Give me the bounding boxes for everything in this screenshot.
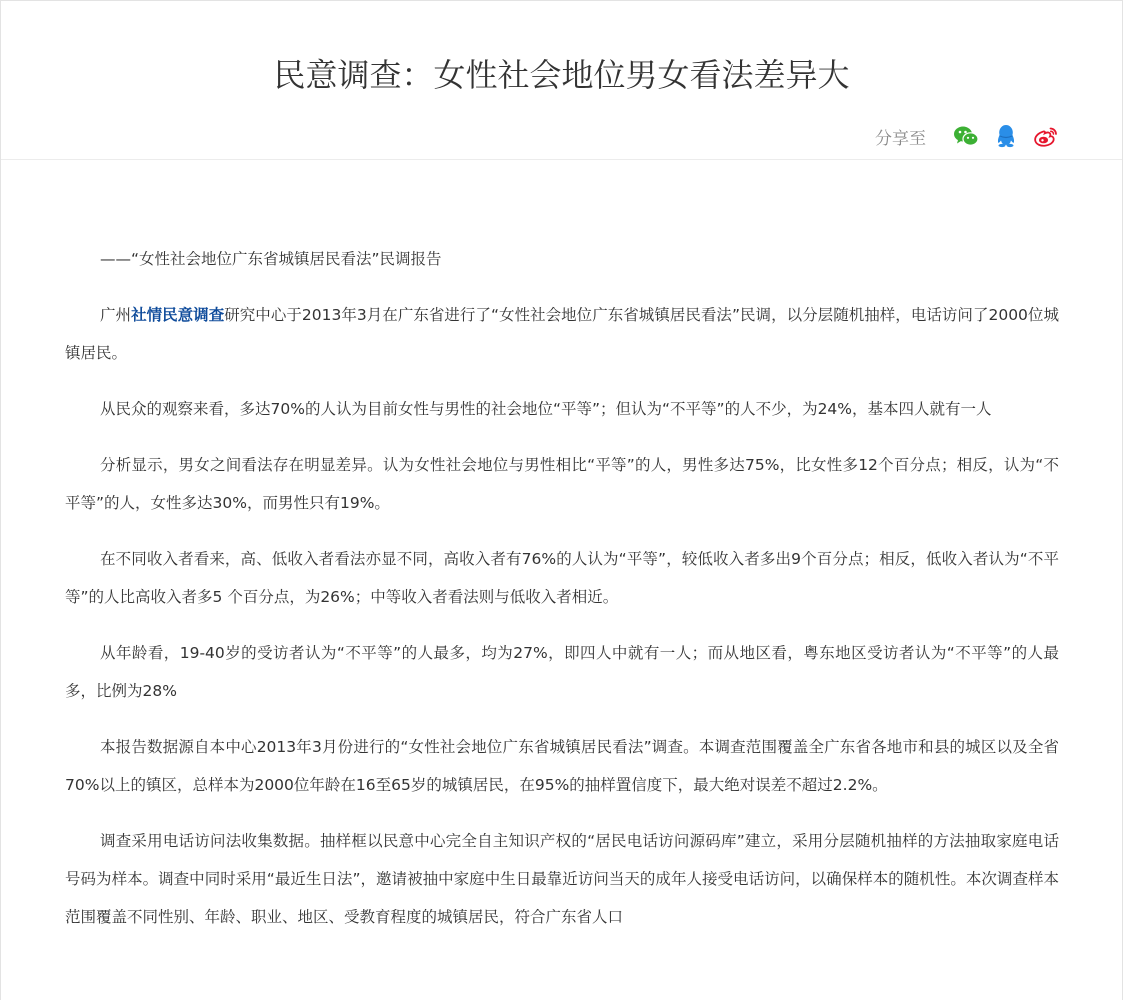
article-paragraph: 从年龄看，19-40岁的受访者认为“不平等”的人最多，均为27%，即四人中就有一人；而从地区看，粤东地区受访者认为“不平等”的人最多，比例为28% <box>65 644 1059 700</box>
share-bar <box>875 121 1060 151</box>
article-paragraph: 调查采用电话访问法收集数据。抽样框以民意中心完全自主知识产权的“居民电话访问源码库”建立，采用分层随机抽样的方法抽取家庭电话号码为样本。调查中同时采用“最近生日法”，邀请被抽中家庭中生日最靠近访问当天的成年人接受电话访问，以确保样本的随机性。本次调查样本范围覆盖不同性别、年龄、职业、地区、受教育程度的城镇居民，符合广东省人口 <box>65 832 1059 926</box>
article-paragraph: 从民众的观察来看，多达70%的人认为目前女性与男性的社会地位“平等”；但认为“不平等”的人不少，为24%，基本四人就有一人 <box>100 400 992 418</box>
article-paragraph: 在不同收入者看来，高、低收入者看法亦显不同，高收入者有76%的人认为“平等”，较低收入者多出9个百分点；相反，低收入者认为“不平等”的人比高收入者多5 个百分点，为26%；中等收入者看法则与低收入者相近。 <box>65 550 1059 606</box>
share-label: 分享至 <box>875 128 926 149</box>
article-paragraph <box>65 296 1059 372</box>
article-paragraph: 分析显示，男女之间看法存在明显差异。认为女性社会地位与男性相比“平等”的人，男性多达75%，比女性多12个百分点；相反，认为“不平等”的人，女性多达30%，而男性只有19%。 <box>65 456 1059 512</box>
paragraph-prefix: 广州 <box>100 306 132 324</box>
qq-icon[interactable] <box>992 122 1020 150</box>
keyword-link-survey[interactable]: 社情民意调查 <box>131 306 225 324</box>
weibo-icon[interactable] <box>1032 122 1060 150</box>
article-title: 民意调查：女性社会地位男女看法差异大 <box>273 56 850 94</box>
article-subtitle: ——“女性社会地位广东省城镇居民看法”民调报告 <box>100 250 442 268</box>
article-paragraph: 本报告数据源自本中心2013年3月份进行的“女性社会地位广东省城镇居民看法”调查。本调查范围覆盖全广东省各地市和县的城区以及全省70%以上的镇区，总样本为2000位年龄在16至65岁的城镇居民，在95%的抽样置信度下，最大绝对误差不超过2.2%。 <box>65 738 1059 794</box>
paragraph-suffix: 研究中心于2013年3月在广东省进行了“女性社会地位广东省城镇居民看法”民调，以分层随机抽样，电话访问了2000位城镇居民。 <box>65 306 1059 362</box>
article-body <box>1 160 1122 936</box>
article-header <box>1 1 1122 160</box>
wechat-icon[interactable] <box>952 122 980 150</box>
